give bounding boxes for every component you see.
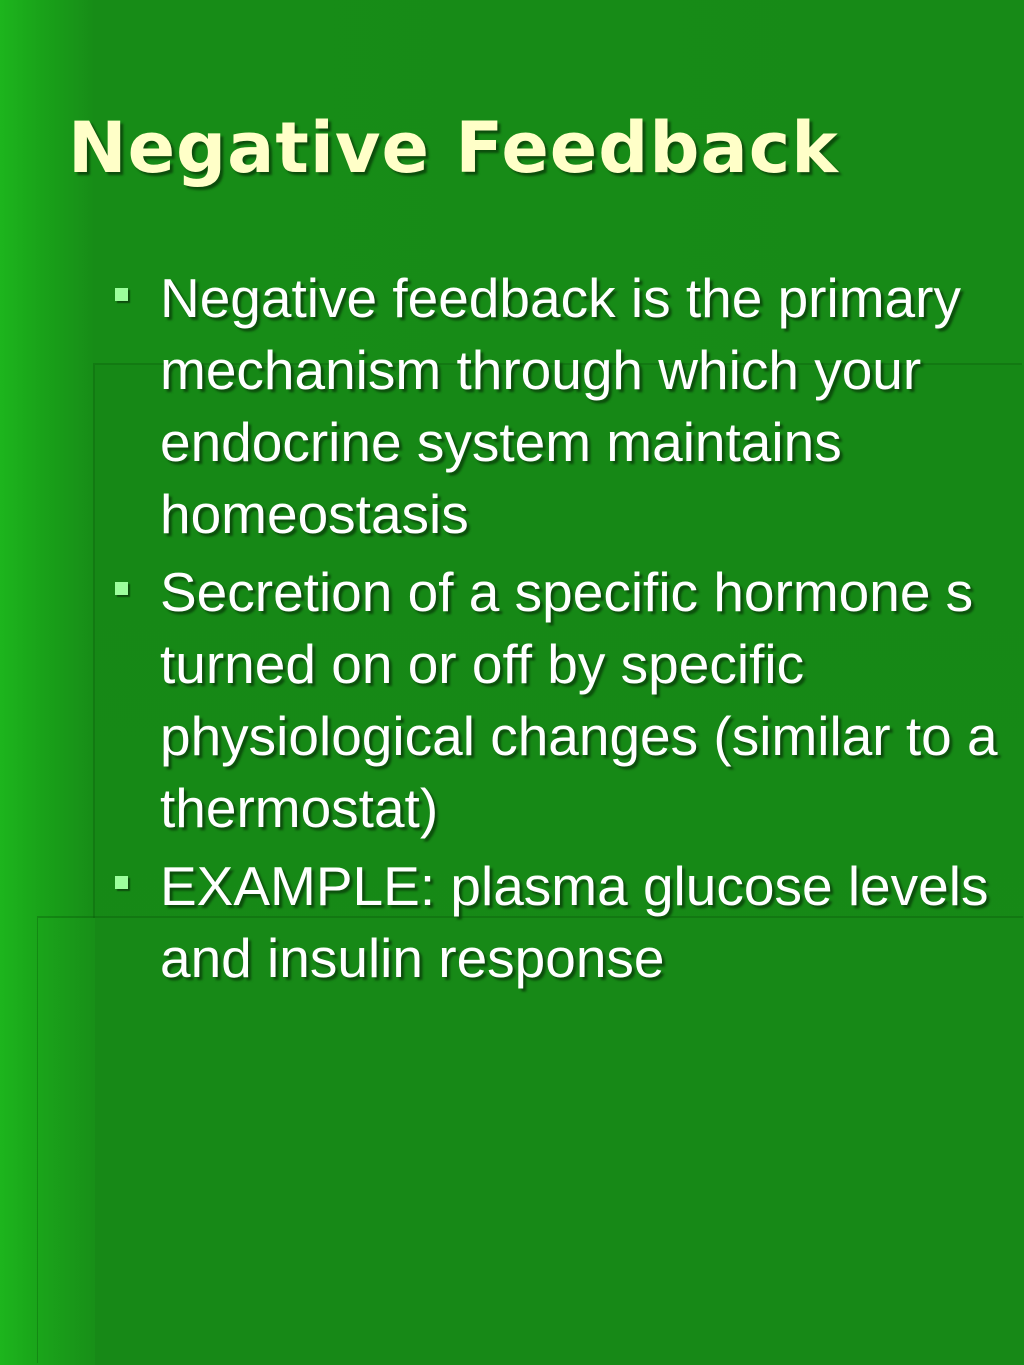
bullet-list xyxy=(110,262,1010,1000)
bullet-item xyxy=(110,262,1010,550)
square-bullet-icon xyxy=(115,876,128,889)
bullet-text: EXAMPLE: plasma glucose levels and insulin response xyxy=(160,855,989,989)
bullet-text: Negative feedback is the primary mechanism through which your endocrine system maintains homeostasis xyxy=(160,267,961,545)
square-bullet-icon xyxy=(115,582,128,595)
slide-title: Negative Feedback xyxy=(68,107,839,189)
bullet-item xyxy=(110,850,1010,994)
bullet-text: Secretion of a specific hormone s turned on or off by specific physiological changes (similar to a thermostat) xyxy=(160,561,998,839)
bullet-item xyxy=(110,556,1010,844)
square-bullet-icon xyxy=(115,288,128,301)
